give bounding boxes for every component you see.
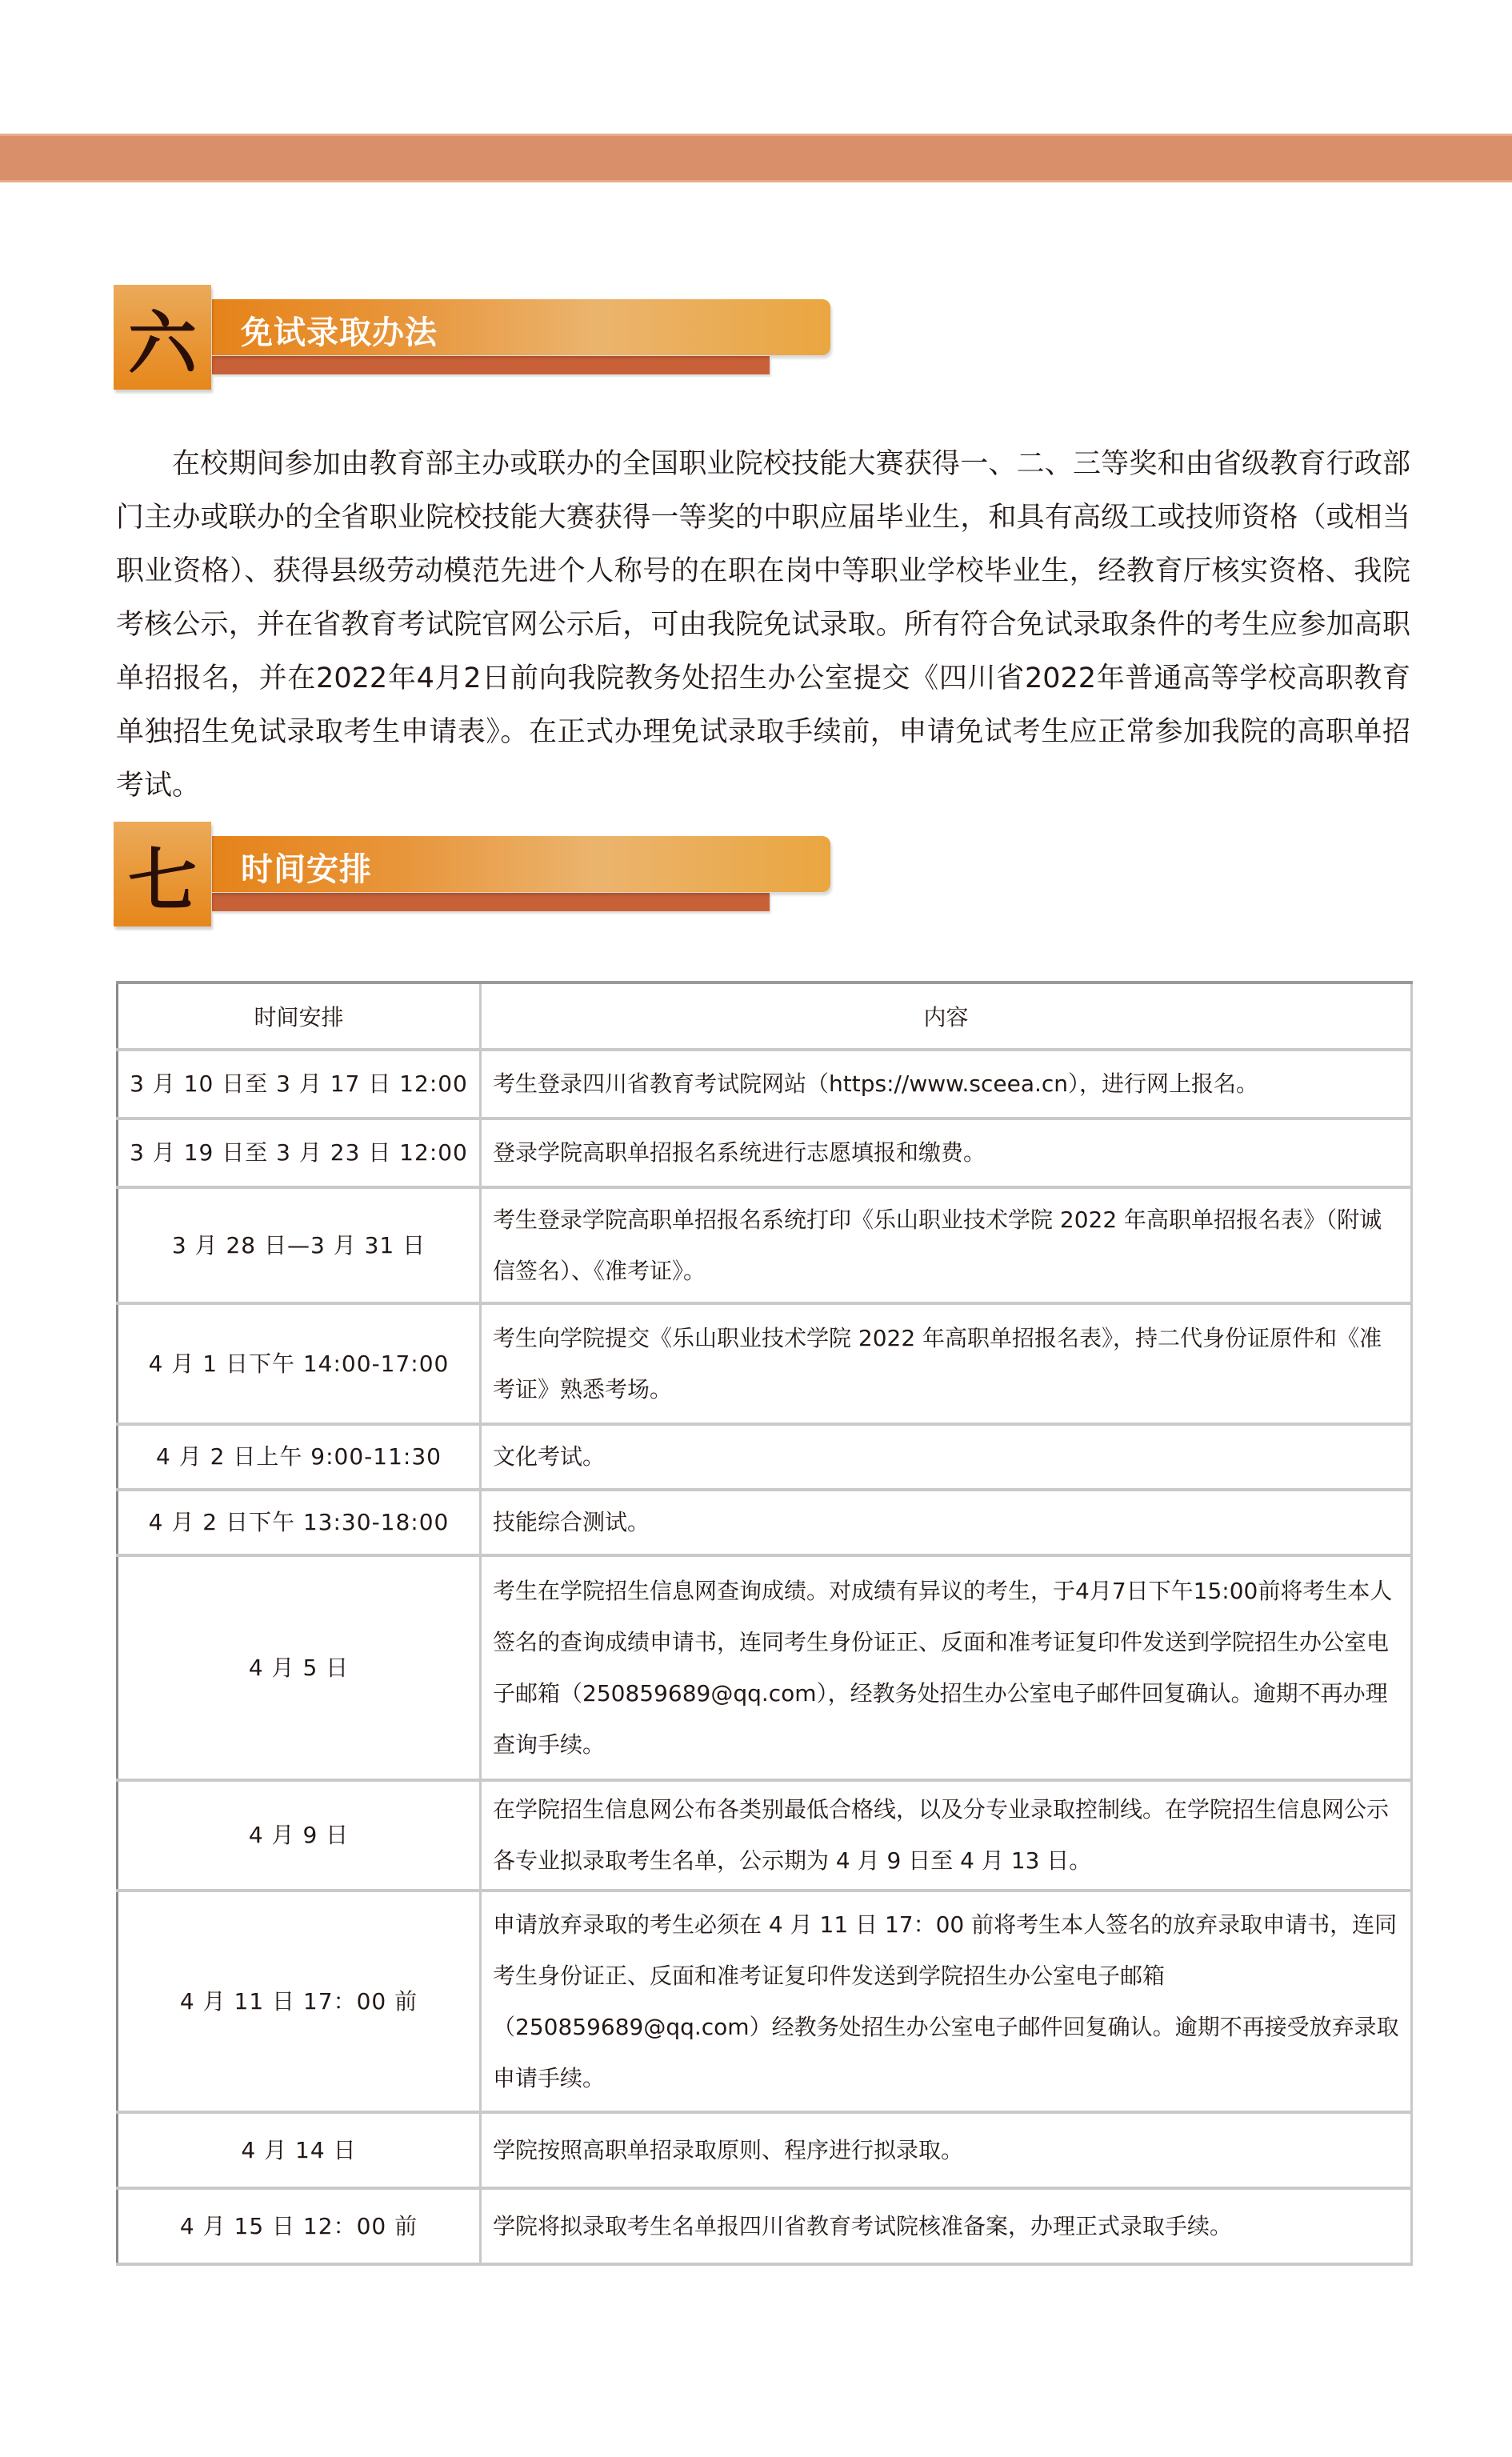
row-content: 考生在学院招生信息网查询成绩。对成绩有异议的考生，于4月7日下午15:00前将考生本人签名的查询成绩申请书，连同考生身份证正、反面和准考证复印件发送到学院招生办公室电子邮箱（250859689@qq.com），经教务处招生办公室电子邮件回复确认。逾期不再办理查询手续。: [481, 1555, 1412, 1780]
row-time: 3 月 10 日至 3 月 17 日 12:00: [118, 1050, 481, 1118]
row-time: 3 月 28 日—3 月 31 日: [118, 1187, 481, 1303]
section-title-bar: [212, 836, 830, 892]
row-time: 3 月 19 日至 3 月 23 日 12:00: [118, 1118, 481, 1187]
row-time: 4 月 1 日下午 14:00-17:00: [118, 1303, 481, 1424]
table-row: [118, 1555, 1412, 1780]
table-row: [118, 2188, 1412, 2264]
section-title: 时间安排: [241, 851, 372, 888]
table-row: [118, 2112, 1412, 2188]
row-content: 申请放弃录取的考生必须在 4 月 11 日 17：00 前将考生本人签名的放弃录取申请书，连同考生身份证正、反面和准考证复印件发送到学院招生办公室电子邮箱（250859689@qq.com）经教务处招生办公室电子邮件回复确认。逾期不再接受放弃录取申请手续。: [481, 1891, 1412, 2112]
row-time: 4 月 2 日下午 13:30-18:00: [118, 1490, 481, 1555]
table-row: [118, 1490, 1412, 1555]
section-header-7: [114, 822, 834, 934]
row-time: 4 月 5 日: [118, 1555, 481, 1780]
section-underline-bar: [212, 356, 770, 374]
row-content: 学院按照高职单招录取原则、程序进行拟录取。: [481, 2112, 1412, 2188]
table-row: [118, 1187, 1412, 1303]
section-header-6: [114, 285, 834, 397]
column-header-content: 内容: [481, 982, 1412, 1050]
row-time: 4 月 9 日: [118, 1780, 481, 1891]
table-row: [118, 1424, 1412, 1490]
row-content: 考生登录四川省教育考试院网站（https://www.sceea.cn），进行网上报名。: [481, 1050, 1412, 1118]
row-content: 在学院招生信息网公布各类别最低合格线，以及分专业录取控制线。在学院招生信息网公示各专业拟录取考生名单，公示期为 4 月 9 日至 4 月 13 日。: [481, 1780, 1412, 1891]
section-underline-bar: [212, 893, 770, 911]
exemption-paragraph: 在校期间参加由教育部主办或联办的全国职业院校技能大赛获得一、二、三等奖和由省级教育行政部门主办或联办的全省职业院校技能大赛获得一等奖的中职应届毕业生，和具有高级工或技师资格（或相当职业资格）、获得县级劳动模范先进个人称号的在职在岗中等职业学校毕业生，经教育厅核实资格、我院考核公示，并在省教育考试院官网公示后，可由我院免试录取。所有符合免试录取条件的考生应参加高职单招报名，并在2022年4月2日前向我院教务处招生办公室提交《四川省2022年普通高等学校高职教育单独招生免试录取考生申请表》。在正式办理免试录取手续前，申请免试考生应正常参加我院的高职单招考试。: [116, 448, 1410, 802]
row-content: 考生向学院提交《乐山职业技术学院 2022 年高职单招报名表》，持二代身份证原件和《准考证》熟悉考场。: [481, 1303, 1412, 1424]
table-row: [118, 1050, 1412, 1118]
row-time: 4 月 11 日 17：00 前: [118, 1891, 481, 2112]
row-time: 4 月 15 日 12：00 前: [118, 2188, 481, 2264]
table-row: [118, 1118, 1412, 1187]
column-header-time: 时间安排: [118, 982, 481, 1050]
table-row: [118, 1891, 1412, 2112]
section-title-bar: [212, 299, 830, 355]
row-content: 登录学院高职单招报名系统进行志愿填报和缴费。: [481, 1118, 1412, 1187]
section-number-badge: 七: [114, 822, 211, 926]
row-content: 文化考试。: [481, 1424, 1412, 1490]
row-time: 4 月 14 日: [118, 2112, 481, 2188]
section-title: 免试录取办法: [241, 314, 438, 351]
row-time: 4 月 2 日上午 9:00-11:30: [118, 1424, 481, 1490]
row-content: 考生登录学院高职单招报名系统打印《乐山职业技术学院 2022 年高职单招报名表》（附诚信签名）、《准考证》。: [481, 1187, 1412, 1303]
top-decorative-band: [0, 134, 1512, 182]
row-content: 学院将拟录取考生名单报四川省教育考试院核准备案，办理正式录取手续。: [481, 2188, 1412, 2264]
schedule-table: [116, 981, 1413, 2266]
row-content: 技能综合测试。: [481, 1490, 1412, 1555]
table-header-row: [118, 982, 1412, 1050]
table-row: [118, 1780, 1412, 1891]
section-number-badge: 六: [114, 285, 211, 390]
table-row: [118, 1303, 1412, 1424]
